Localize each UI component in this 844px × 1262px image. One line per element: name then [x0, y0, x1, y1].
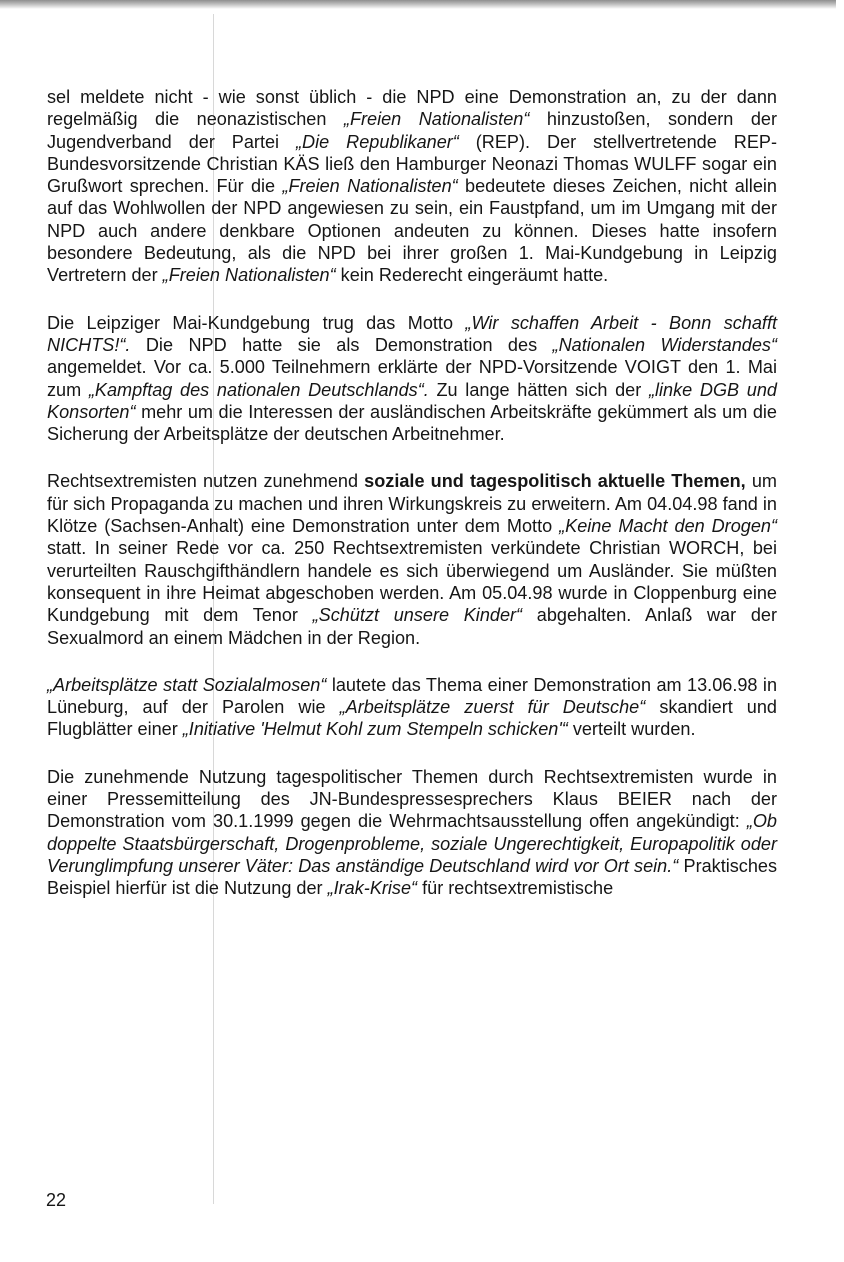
text-run: hinzustoßen, sondern der Jugendverband der Partei	[47, 109, 778, 152]
quoted-phrase: „Arbeitsplätze zuerst für Deutsche“	[339, 697, 646, 718]
paragraph-4	[47, 674, 777, 741]
quoted-phrase: „Die Republikaner“	[296, 131, 459, 152]
quoted-phrase: „Nationalen Widerstandes“	[552, 334, 777, 355]
quoted-phrase: „Arbeitsplätze statt Sozialalmosen“	[47, 674, 327, 695]
quoted-phrase: „Keine Macht den Drogen“	[559, 516, 777, 537]
paragraph-3	[47, 470, 777, 648]
text-run: kein Rederecht eingeräumt hatte.	[335, 265, 609, 286]
text-run: abgehalten. Anlaß war der Sexualmord an einem Mädchen in der Region.	[47, 605, 777, 648]
emphasis-phrase: soziale und tagespolitisch aktuelle Themen,	[364, 471, 746, 492]
quoted-phrase: „Freien Nationalisten“	[282, 176, 458, 197]
quoted-phrase: „Ob doppelte Staatsbürgerschaft, Drogenprobleme, soziale Ungerechtigkeit, Europapolitik oder Verunglimpfung unserer Väter: Das anständige Deutschland wird vor Ort sein.“	[47, 811, 777, 876]
text-run: skandiert und Flugblätter einer	[47, 697, 777, 740]
page-number: 22	[46, 1190, 67, 1210]
quoted-phrase: „Freien Nationalisten“	[343, 109, 530, 130]
quoted-phrase: „Initiative 'Helmut Kohl zum Stempeln schicken'“	[182, 719, 568, 740]
text-run: lautete das Thema einer Demonstration am 13.06.98 in Lüneburg, auf der Parolen wie	[47, 674, 778, 718]
text-run: sel meldete nicht - wie sonst üblich - die NPD eine Demonstration an, zu der dann regelmäßig die neonazistischen	[47, 87, 777, 130]
quoted-phrase: „Schützt unsere Kinder“	[312, 605, 523, 626]
text-run: mehr um die Interessen der ausländischen Arbeitskräfte gekümmert als um die Sicherung der Arbeitsplätze der deutschen Arbeitnehmer.	[47, 401, 777, 445]
text-run: Die Leipziger Mai-Kundgebung trug das Motto	[47, 312, 466, 333]
text-run: verteilt wurden.	[567, 719, 696, 740]
text-run: Zu lange hätten sich der	[428, 379, 649, 400]
text-run: Die NPD hatte sie als Demonstration des	[130, 334, 553, 355]
text-run: bedeutete dieses Zeichen, nicht allein auf das Wohlwollen der NPD angewiesen zu sein, ein Faustpfand, um im Umgang mit der NPD auch andere denkbare Optionen andeuten zu können. Dieses hatte insofern besondere Bedeutung, als die NPD bei ihrer großen 1. Mai-Kundgebung in Leipzig Vertretern der	[47, 176, 777, 286]
quoted-phrase: „Freien Nationalisten“	[162, 265, 336, 286]
scan-edge-shadow	[0, 0, 836, 9]
paragraph-5	[47, 766, 777, 900]
body-text	[47, 86, 777, 925]
text-run: Rechtsextremisten nutzen zunehmend	[47, 471, 365, 492]
quoted-phrase: „Kampftag des nationalen Deutschlands“.	[88, 379, 429, 400]
quoted-phrase: „linke DGB und Konsorten“	[47, 379, 777, 422]
text-run: Die zunehmende Nutzung tagespolitischer Themen durch Rechtsextremisten wurde in einer Pressemitteilung des JN-Bundespressesprechers Klaus BEIER nach der Demonstration vom 30.1.1999 gegen die Wehrmachtsausstellung offen angekündigt:	[47, 766, 777, 832]
text-run: Praktisches Beispiel hierfür ist die Nutzung der	[47, 855, 778, 899]
text-run: für rechtsextremistische	[417, 878, 614, 899]
text-run: um für sich Propaganda zu machen und ihren Wirkungskreis zu erweitern. Am 04.04.98 fand in Klötze (Sachsen-Anhalt) eine Demonstration unter dem Motto	[47, 471, 778, 537]
text-run: angemeldet. Vor ca. 5.000 Teilnehmern erklärte der NPD-Vorsitzende VOIGT den 1. Mai zum	[47, 357, 777, 400]
quoted-phrase: „Irak-Krise“	[327, 878, 418, 899]
quoted-phrase: „Wir schaffen Arbeit - Bonn schafft NICHTS!“.	[47, 312, 778, 355]
text-run: (REP). Der stellvertretende REP-Bundesvorsitzende Christian KÄS ließ den Hamburger Neonazi Thomas WULFF sogar ein Grußwort sprechen. Für die	[47, 131, 777, 197]
text-run: statt. In seiner Rede vor ca. 250 Rechtsextremisten verkündete Christian WORCH, bei verurteilten Rauschgifthändlern handele es sich überwiegend um Ausländer. Sie müßten konsequent in ihre Heimat abgeschoben werden. Am 05.04.98 wurde in Cloppenburg eine Kundgebung mit dem Tenor	[47, 538, 777, 626]
paragraph-1	[47, 86, 777, 287]
paragraph-2	[47, 312, 777, 446]
